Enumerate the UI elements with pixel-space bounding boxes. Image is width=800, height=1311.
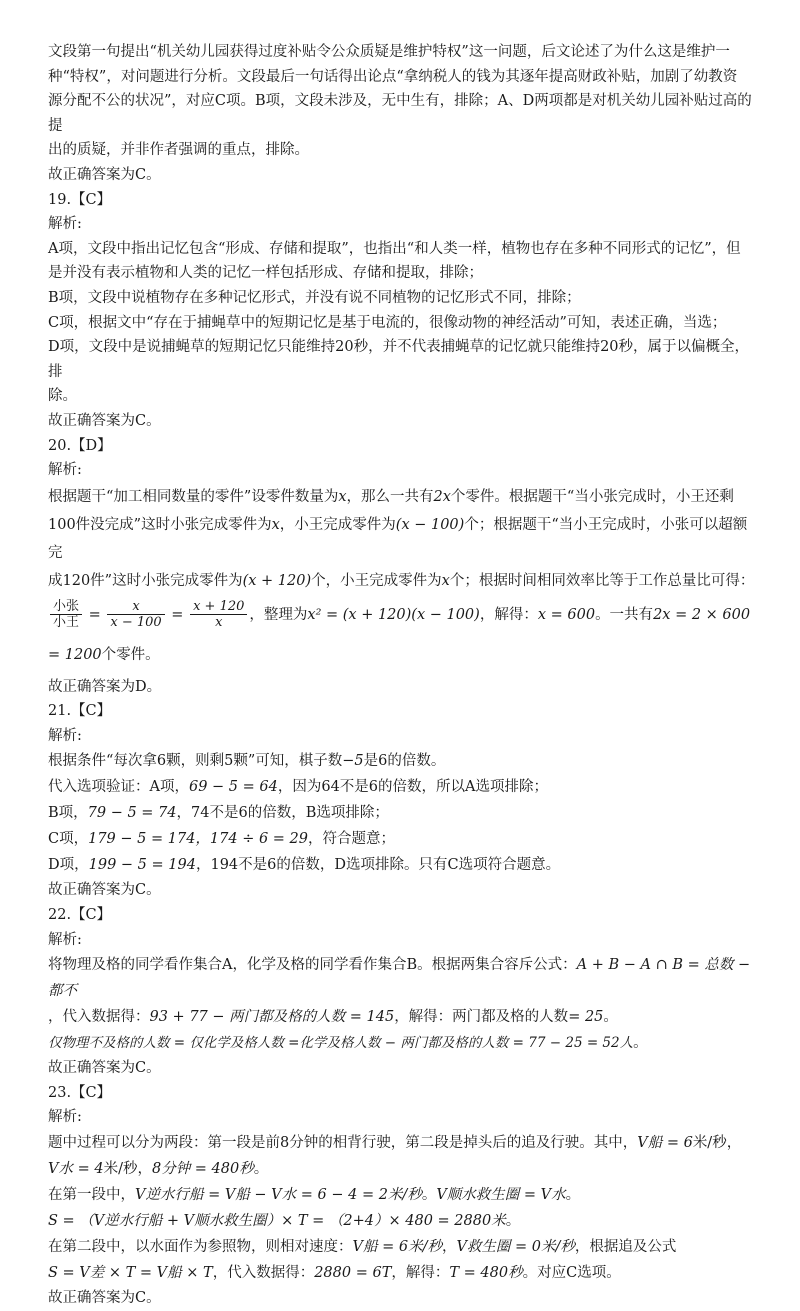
text-span: B项， bbox=[48, 805, 88, 822]
text-span: D项， bbox=[48, 857, 89, 874]
math-expression: x² = (x + 120)(x − 100) bbox=[307, 606, 480, 623]
analysis-label: 解析: bbox=[48, 462, 82, 479]
math-expression: 2880 = 6T bbox=[314, 1265, 392, 1282]
text-span: ， bbox=[441, 1239, 457, 1256]
text-span: ，那么一共有 bbox=[346, 488, 434, 505]
text-span: ，整理为 bbox=[249, 606, 308, 623]
question-heading: 20.【D】 bbox=[48, 437, 112, 454]
answer-line: 故正确答案为C。 bbox=[48, 166, 161, 183]
math-expression: V救生圈 = 0米/秒 bbox=[456, 1239, 575, 1256]
text-line: 文段第一句提出“机关幼儿园获得过度补贴令公众质疑是维护特权”这一问题，后文论述了为什么这是维护一 bbox=[48, 44, 730, 60]
text-span: 。对应C选项。 bbox=[522, 1265, 621, 1282]
text-line: 源分配不公的状况”，对应C项。B项，文段未涉及，无中生有，排除；A、D两项都是对机关幼儿园补贴过高的提 bbox=[48, 93, 752, 134]
math-expression: = 25 bbox=[568, 1009, 604, 1026]
text-span: ，解得： bbox=[479, 606, 538, 623]
text-span: ，解得：两门都及格的人数 bbox=[394, 1009, 569, 1026]
math-expression: T = 480秒 bbox=[449, 1265, 523, 1282]
q23-block bbox=[48, 1081, 756, 1311]
text-line bbox=[48, 1156, 756, 1182]
text-span: 。 bbox=[565, 1187, 581, 1204]
text-span: ，小王完成零件为 bbox=[279, 516, 396, 533]
text-line bbox=[48, 1182, 756, 1208]
math-expression: −5 bbox=[342, 753, 364, 770]
text-line: B项，文段中说植物存在多种记忆形式，并没有说不同植物的记忆形式不同，排除； bbox=[48, 289, 581, 306]
text-span: 100件没完成”这时小张完成零件为 bbox=[48, 516, 272, 533]
math-expression: 2x bbox=[433, 488, 451, 505]
text-line bbox=[48, 748, 756, 774]
text-span: ，解得： bbox=[391, 1265, 450, 1282]
text-span: 个零件。根据题干“当小张完成时，小王还剩 bbox=[450, 488, 734, 505]
fraction bbox=[190, 599, 247, 630]
math-expression: 179 − 5 = 174，174 ÷ 6 = 29 bbox=[88, 831, 309, 848]
text-line: 是并没有表示植物和人类的记忆一样包括形成、存储和提取，排除； bbox=[48, 265, 483, 282]
math-expression: V顺水救生圈 = V水 bbox=[436, 1187, 566, 1204]
text-span: 是6的倍数。 bbox=[363, 753, 446, 770]
text-span: ，74不是6的倍数，B选项排除； bbox=[176, 805, 389, 822]
math-expression: A + B − A ∩ B = 总数 − 都不 bbox=[48, 957, 751, 1000]
math-expression: x bbox=[271, 516, 280, 533]
text-line bbox=[48, 952, 756, 1004]
answer-line: 故正确答案为C。 bbox=[48, 412, 161, 429]
text-span: ，因为64不是6的倍数，所以A选项排除； bbox=[277, 779, 549, 796]
text-line: 种“特权”，对问题进行分析。文段最后一句话得出论点“拿纳税人的钱为其逐年提高财政补贴，加剧了幼教资 bbox=[48, 68, 738, 85]
math-expression: S = （V逆水行船 + V顺水救生圈）× T = （2+4）× 480 = 2880米 bbox=[48, 1213, 506, 1230]
fraction-denominator: 小王 bbox=[53, 615, 80, 631]
text-span: 根据题干“加工相同数量的零件”设零件数量为 bbox=[48, 488, 339, 505]
fraction-numerator: x bbox=[107, 599, 164, 615]
answer-line: 故正确答案为C。 bbox=[48, 882, 161, 899]
text-span: 个；根据题干“当小王完成时，小张可以超额完 bbox=[48, 516, 748, 561]
text-line: A项，文段中指出记忆包含“形成、存储和提取”，也指出“和人类一样，植物也存在多种不同形式的记忆”，但 bbox=[48, 240, 741, 257]
text-span: 根据条件“每次拿6颗，则剩5颗”可知，棋子数 bbox=[48, 753, 343, 770]
fraction-denominator: x bbox=[215, 615, 223, 631]
text-line bbox=[48, 1004, 756, 1030]
q20-block bbox=[48, 434, 756, 700]
text-span: 个，小王完成零件为 bbox=[311, 572, 442, 589]
text-line bbox=[48, 826, 756, 852]
text-line: 除。 bbox=[48, 388, 77, 405]
question-heading: 21.【C】 bbox=[48, 703, 112, 720]
answer-line: 故正确答案为C。 bbox=[48, 1290, 161, 1307]
q18-explanation-tail bbox=[48, 40, 756, 188]
text-line: C项，根据文中“存在于捕蝇草中的短期记忆是基于电流的，很像动物的神经活动”可知，表述正确，当选； bbox=[48, 314, 727, 331]
text-line bbox=[48, 852, 756, 878]
text-span: 将物理及格的同学看作集合A，化学及格的同学看作集合B。根据两集合容斥公式： bbox=[48, 957, 577, 974]
equation-line: $\frac{\text{小张}}{\text{小王}}$ = $\frac{x}{x - 100}$ = $\frac{x + 120}{x}$ ，整理为x² = (x + 120)(x − 100)，解得：x = 600。一共有2x = 2 × 600 = 1200个零件。 bbox=[48, 599, 751, 663]
math-expression: 93 + 77 − 两门都及格的人数 = 145 bbox=[149, 1009, 395, 1026]
math-expression: V逆水行船 = V船 − V水 = 6 − 4 = 2米/秒 bbox=[135, 1187, 422, 1204]
analysis-label: 解析: bbox=[48, 1109, 82, 1126]
fraction-numerator: 小张 bbox=[50, 599, 82, 615]
analysis-label: 解析: bbox=[48, 216, 82, 233]
text-line bbox=[48, 567, 756, 595]
text-span: 。 bbox=[505, 1213, 521, 1230]
question-heading: 19.【C】 bbox=[48, 191, 112, 208]
text-span: ，代入数据得： bbox=[212, 1265, 315, 1282]
math-expression: 199 − 5 = 194 bbox=[88, 857, 196, 874]
text-line bbox=[48, 774, 756, 800]
math-expression: V船 = 6 bbox=[637, 1135, 693, 1152]
q19-block bbox=[48, 188, 756, 434]
math-expression: S = V差 × T = V船 × T bbox=[48, 1265, 213, 1282]
math-expression: x = 600 bbox=[537, 606, 596, 623]
analysis-label: 解析: bbox=[48, 931, 82, 948]
text-line bbox=[48, 1260, 756, 1286]
text-line bbox=[48, 800, 756, 826]
text-line: 出的质疑，并非作者强调的重点，排除。 bbox=[48, 142, 309, 159]
text-span: 。一共有 bbox=[595, 606, 654, 623]
text-line bbox=[48, 1208, 756, 1234]
text-line bbox=[48, 1130, 756, 1156]
text-span: 在第一段中， bbox=[48, 1187, 135, 1204]
text-span: ，根据追及公式 bbox=[574, 1239, 677, 1256]
text-line bbox=[48, 511, 756, 567]
math-expression: 79 − 5 = 74 bbox=[87, 805, 177, 822]
text-line: D项，文段中是说捕蝇草的短期记忆只能维持20秒，并不代表捕蝇草的记忆就只能维持20秒，属于以偏概全，排 bbox=[48, 339, 750, 380]
text-span: 在第二段中，以水面作为参照物，则相对速度： bbox=[48, 1239, 353, 1256]
math-expression: 仅物理不及格的人数 = 仅化学及格人数 =化学及格人数 − 两门都及格的人数 = 77 − 25 = 52人 bbox=[48, 1035, 634, 1052]
math-expression: x bbox=[338, 488, 347, 505]
fraction-numerator: x + 120 bbox=[190, 599, 247, 615]
text-span: 。 bbox=[603, 1009, 618, 1026]
math-expression: (x + 120) bbox=[242, 572, 312, 589]
text-line bbox=[48, 483, 756, 511]
text-span: 题中过程可以分为两段：第一段是前8分钟的相背行驶，第二段是掉头后的追及行驶。其中， bbox=[48, 1135, 638, 1152]
text-line bbox=[48, 1030, 756, 1056]
fraction bbox=[50, 599, 82, 630]
math-expression: 69 − 5 = 64 bbox=[188, 779, 278, 796]
math-expression: x bbox=[441, 572, 450, 589]
text-span: 成120件”这时小张完成零件为 bbox=[48, 572, 243, 589]
analysis-label: 解析: bbox=[48, 727, 82, 744]
q21-block bbox=[48, 699, 756, 903]
text-span: ，代入数据得： bbox=[48, 1009, 150, 1026]
math-expression: V水 = 4 bbox=[48, 1161, 104, 1178]
text-span: ，194不是6的倍数，D选项排除。只有C选项符合题意。 bbox=[195, 857, 561, 874]
text-span: 代入选项验证：A项， bbox=[48, 779, 189, 796]
text-span: 米/秒， bbox=[692, 1135, 742, 1152]
math-expression: V船 = 6米/秒 bbox=[352, 1239, 442, 1256]
text-span: 米/秒， bbox=[103, 1161, 152, 1178]
text-span: 。 bbox=[253, 1161, 269, 1178]
answer-line: 故正确答案为D。 bbox=[48, 678, 162, 695]
text-line bbox=[48, 1234, 756, 1260]
text-span: 个零件。 bbox=[101, 646, 160, 663]
text-span: 个；根据时间相同效率比等于工作总量比可得： bbox=[449, 572, 755, 589]
fraction bbox=[107, 599, 164, 630]
question-heading: 23.【C】 bbox=[48, 1084, 112, 1101]
fraction-denominator: x − 100 bbox=[110, 615, 162, 631]
text-span: C项， bbox=[48, 831, 89, 848]
text-span: 。 bbox=[633, 1035, 648, 1052]
math-expression: (x − 100) bbox=[395, 516, 465, 533]
q22-block bbox=[48, 903, 756, 1081]
text-span: 。 bbox=[421, 1187, 437, 1204]
text-span: ，符合题意； bbox=[308, 831, 396, 848]
answer-line: 故正确答案为C。 bbox=[48, 1060, 161, 1077]
question-heading: 22.【C】 bbox=[48, 907, 112, 924]
math-expression: 2x = 2 × 600 = 1200 bbox=[48, 606, 751, 663]
math-expression: 8分钟 = 480秒 bbox=[151, 1161, 254, 1178]
